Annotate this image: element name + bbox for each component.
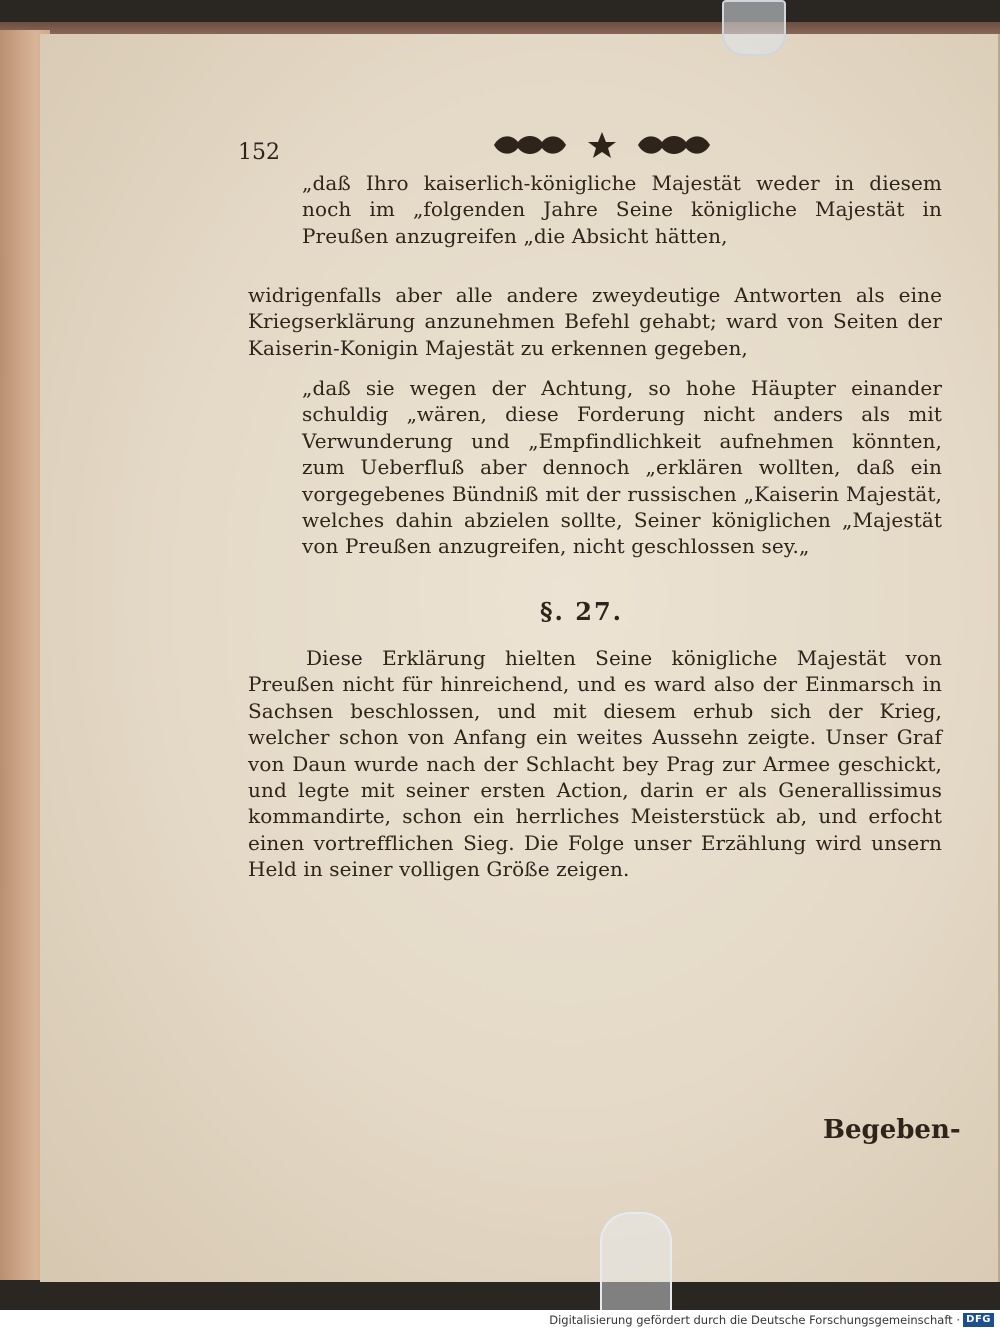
catchword: Begeben- [823, 1115, 961, 1145]
page-clip-top [722, 0, 786, 56]
footer-credit: Digitalisierung gefördert durch die Deutsche Forschungsgemeinschaft · [549, 1313, 960, 1327]
page-number: 152 [238, 140, 280, 165]
quote-block-2: „daß sie wegen der Achtung, so hohe Häupter einander schuldig „wären, diese Forderung nicht anders als mit Verwunderung und „Empfindlichkeit aufnehmen könnten, zum Ueberfluß aber dennoch „erklären wollten, daß ein vorgegebenes Bündniß mit der russischen „Kaiserin Majestät, welches dahin abzielen sollte, Seiner königlichen „Majestät von Preußen anzugreifen, nicht geschlossen sey.„ [302, 376, 942, 559]
paragraph-1: widrigenfalls aber alle andere zweydeutige Antworten als eine Kriegserklärung anzunehmen Befehl gehabt; ward von Seiten der Kaiserin-Konigin Majestät zu erkennen gegeben, [248, 283, 942, 360]
page-clip-bottom [600, 1212, 672, 1312]
fleuron-ornament [490, 128, 715, 162]
dfg-logo: DFG [963, 1313, 994, 1327]
quote-block-1: „daß Ihro kaiserlich-königliche Majestät weder in diesem noch im „folgenden Jahre Seine königliche Majestät in Preußen anzugreifen „die Absicht hätten, [302, 171, 942, 248]
section-heading: §. 27. [540, 597, 624, 626]
paragraph-2: Diese Erklärung hielten Seine königliche Majestät von Preußen nicht für hinreichend, und es ward also der Einmarsch in Sachsen beschlossen, und mit diesem erhub sich der Krieg, welcher schon von Anfang ein weites Aussehn zeigte. Unser Graf von Daun wurde nach der Schlacht bey Prag zur Armee geschickt, und legte mit seiner ersten Action, darin er als Generallissimus kommandirte, schon ein herrliches Meisterstück ab, und erfocht einen vortrefflichen Sieg. Die Folge unser Erzählung wird unsern Held in seiner volligen Größe zeigen. [248, 646, 942, 882]
